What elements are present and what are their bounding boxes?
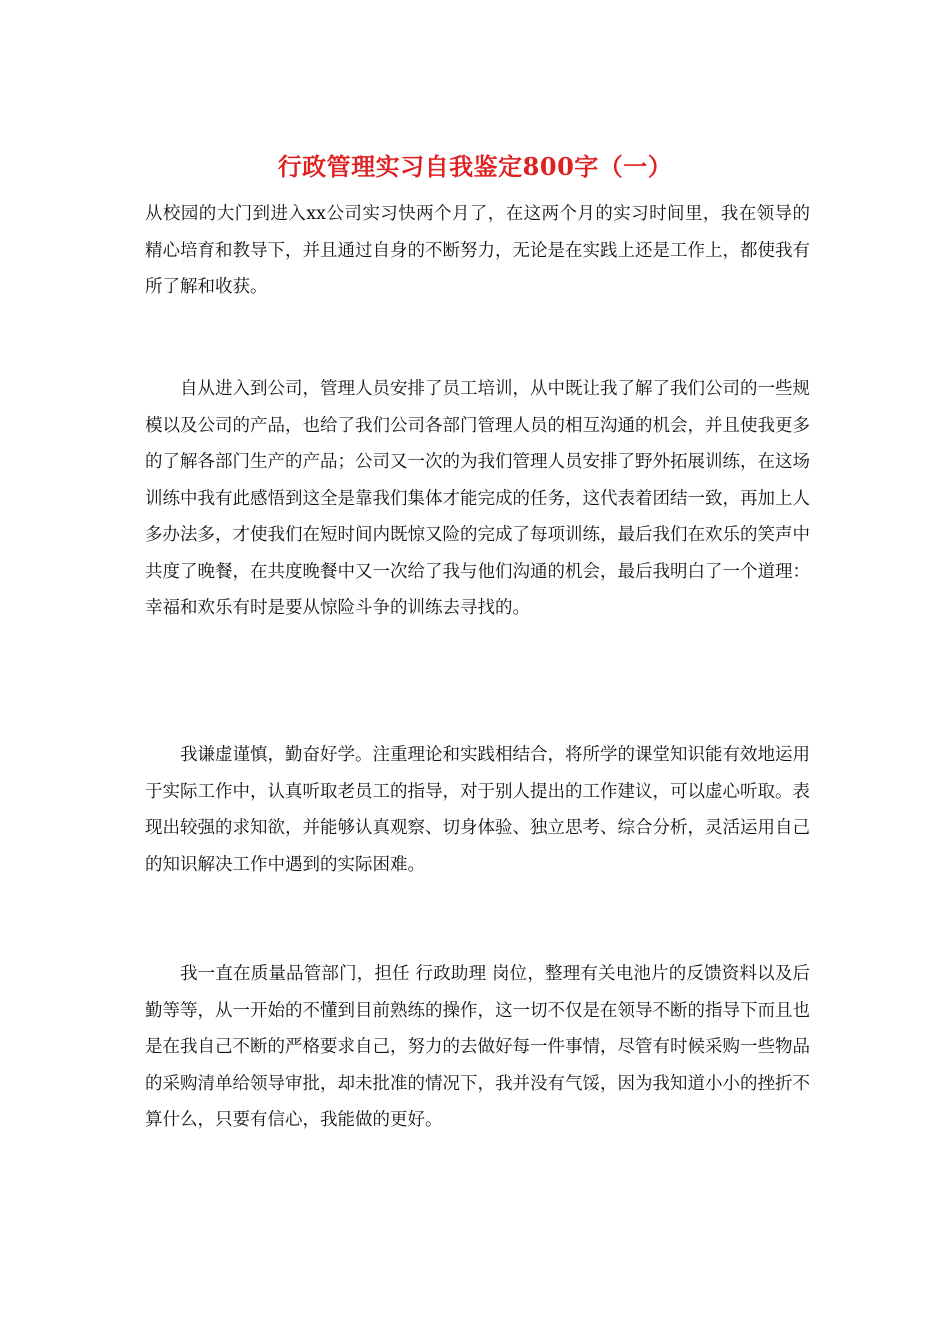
paragraph-1: 从校园的大门到进入xx公司实习快两个月了，在这两个月的实习时间里，我在领导的精心培育和教导下，并且通过自身的不断努力，无论是在实践上还是工作上，都使我有所了解和收获。 (145, 204, 810, 297)
paragraph-2: 自从进入到公司，管理人员安排了员工培训，从中既让我了解了我们公司的一些规模以及公司的产品，也给了我们公司各部门管理人员的相互沟通的机会，并且使我更多的了解各部门生产的产品；公司又一次的为我们管理人员安排了野外拓展训练，在这场训练中我有此感悟到这全是靠我们集体才能完成的任务，这代表着团结一致，再加上人多办法多，才使我们在短时间内既惊又险的完成了每项训练，最后我们在欢乐的笑声中共度了晚餐，在共度晚餐中又一次给了我与他们沟通的机会，最后我明白了一个道理：幸福和欢乐有时是要从惊险斗争的训练去寻找的。 (145, 379, 810, 618)
paragraph-4: 我一直在质量品管部门，担任 行政助理 岗位，整理有关电池片的反馈资料以及后勤等等，从一开始的不懂到目前熟练的操作，这一切不仅是在领导不断的指导下而且也是在我自己不断的严格要求自己，努力的去做好每一件事情，尽管有时候采购一些物品的采购清单给领导审批，却未批准的情况下，我并没有气馁，因为我知道小小的挫折不算什么，只要有信心，我能做的更好。 (145, 964, 810, 1130)
document-title: 行政管理实习自我鉴定800字（一） (277, 152, 673, 181)
paragraph-3: 我谦虚谨慎，勤奋好学。注重理论和实践相结合，将所学的课堂知识能有效地运用于实际工作中，认真听取老员工的指导，对于别人提出的工作建议，可以虚心听取。表现出较强的求知欲，并能够认真观察、切身体验、独立思考、综合分析，灵活运用自己的知识解决工作中遇到的实际困难。 (145, 745, 810, 875)
